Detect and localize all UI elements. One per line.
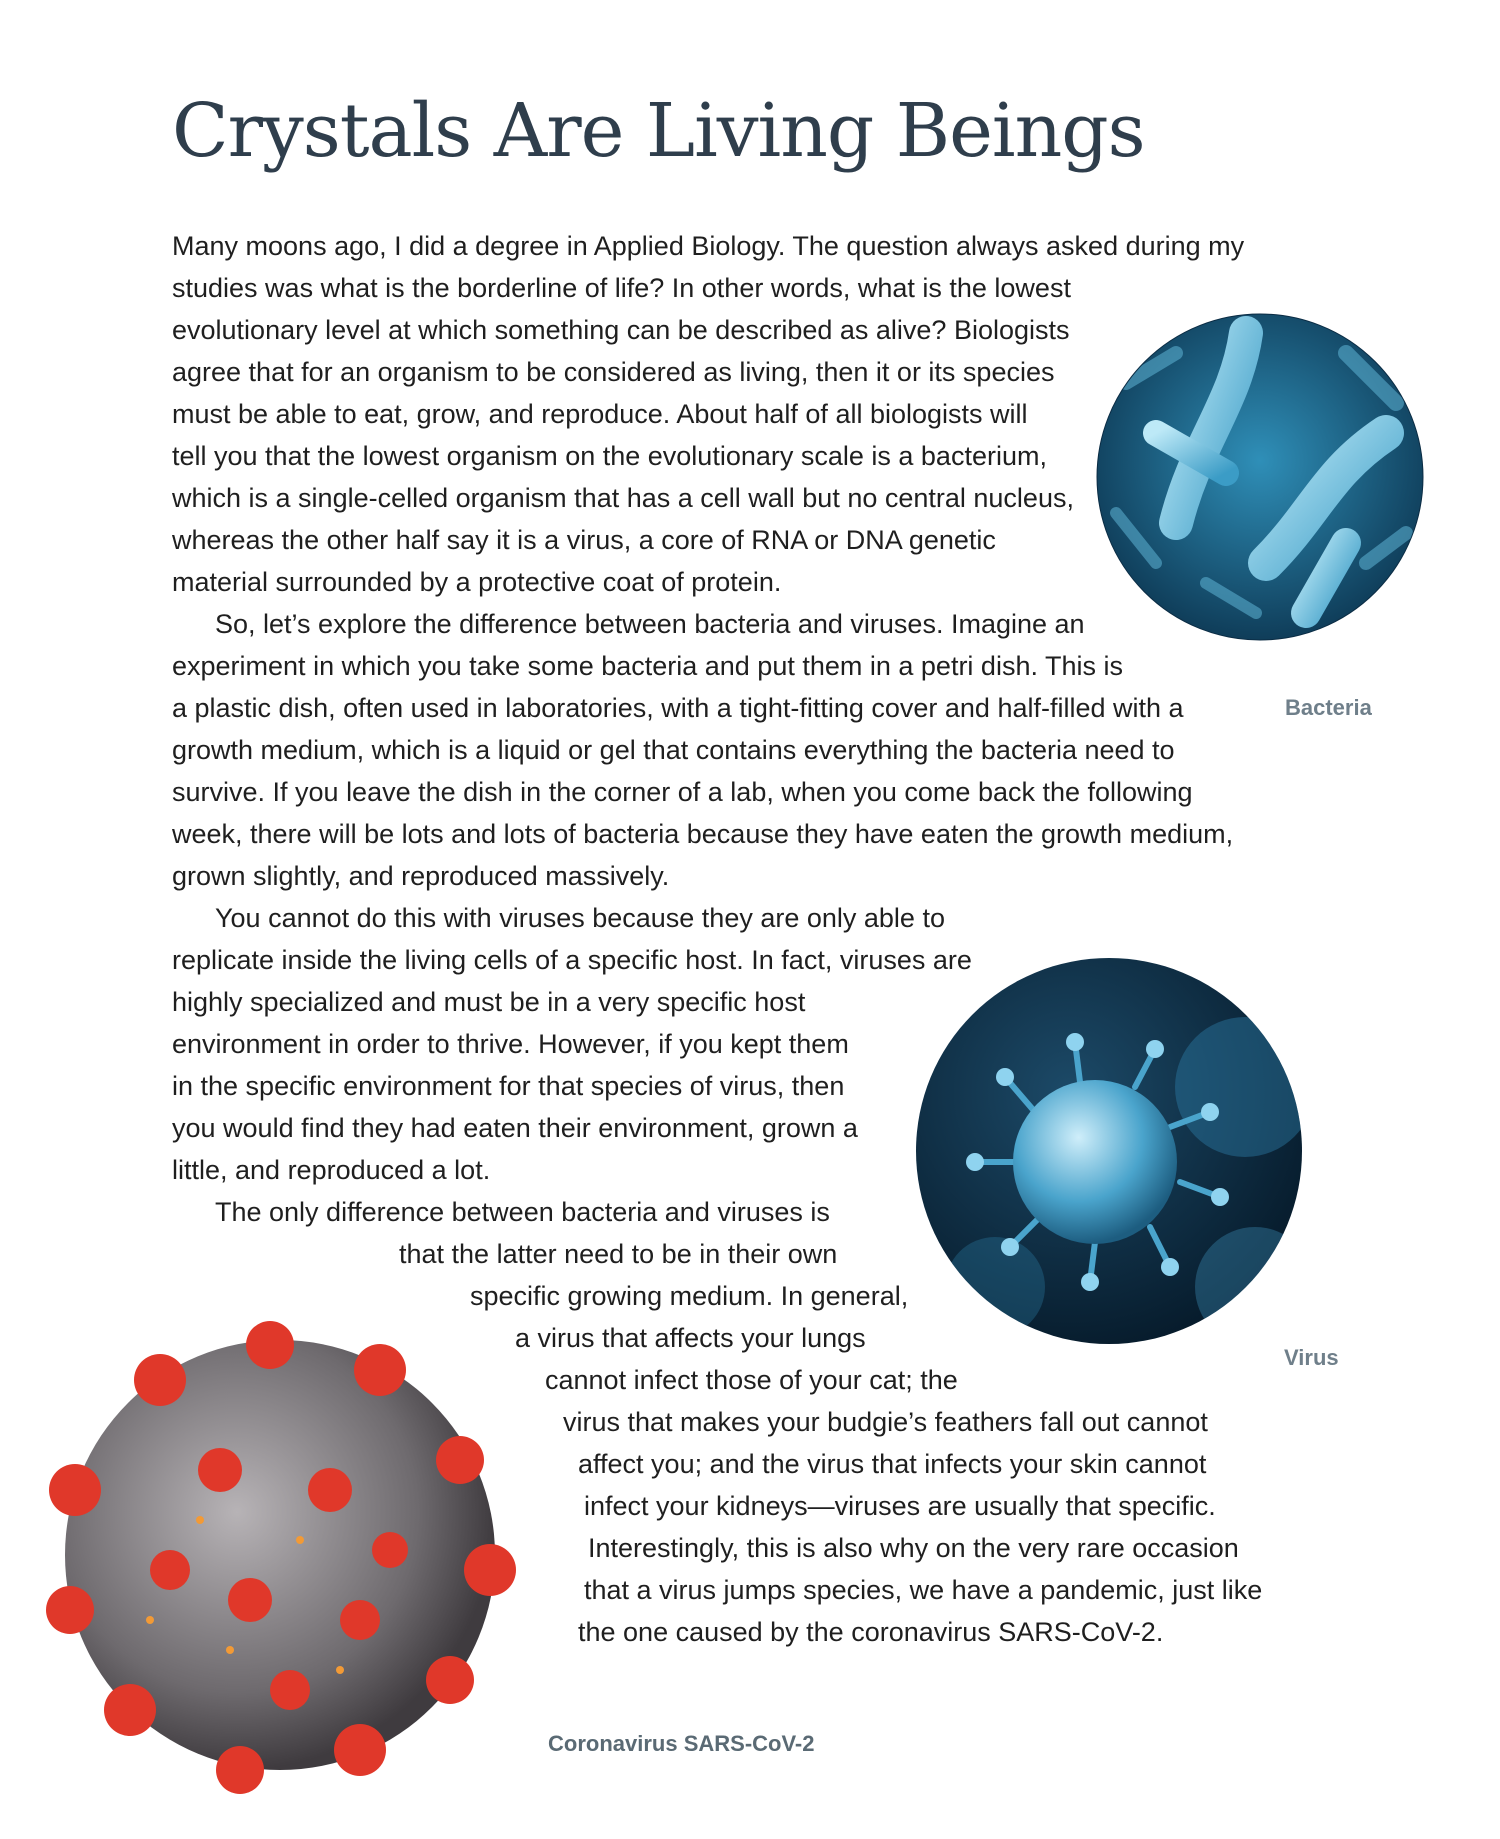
text-line: environment in order to thrive. However, if you kept them xyxy=(172,1029,849,1059)
text-line: studies was what is the borderline of life? In other words, what is the lowest xyxy=(172,273,1071,303)
text-line: you would find they had eaten their environment, grown a xyxy=(172,1113,858,1143)
text-line: affect you; and the virus that infects your skin cannot xyxy=(578,1449,1207,1479)
bacteria-photo xyxy=(1096,313,1424,641)
text-line: that the latter need to be in their own xyxy=(399,1239,838,1269)
text-line: whereas the other half say it is a virus, a core of RNA or DNA genetic xyxy=(172,525,996,555)
text-line: infect your kidneys—viruses are usually that specific. xyxy=(584,1491,1216,1521)
text-line: tell you that the lowest organism on the evolutionary scale is a bacterium, xyxy=(172,441,1047,471)
coronavirus-caption: Coronavirus SARS-CoV-2 xyxy=(548,1731,815,1756)
text-line: in the specific environment for that species of virus, then xyxy=(172,1071,845,1101)
virus-photo xyxy=(915,957,1303,1345)
text-line: The only difference between bacteria and viruses is xyxy=(215,1197,830,1227)
virus-caption: Virus xyxy=(1284,1345,1339,1370)
text-line: Many moons ago, I did a degree in Applied Biology. The question always asked during my xyxy=(172,231,1245,261)
text-line: survive. If you leave the dish in the corner of a lab, when you come back the following xyxy=(172,777,1193,807)
text-line: agree that for an organism to be considered as living, then it or its species xyxy=(172,357,1055,387)
text-line: grown slightly, and reproduced massively. xyxy=(172,861,670,891)
text-line: week, there will be lots and lots of bacteria because they have eaten the growth medium, xyxy=(172,819,1234,849)
text-line: So, let’s explore the difference between bacteria and viruses. Imagine an xyxy=(215,609,1085,639)
text-line: a virus that affects your lungs xyxy=(515,1323,866,1353)
text-line: experiment in which you take some bacteria and put them in a petri dish. This is xyxy=(172,651,1123,681)
text-line: must be able to eat, grow, and reproduce. About half of all biologists will xyxy=(172,399,1028,429)
text-line: material surrounded by a protective coat of protein. xyxy=(172,567,782,597)
text-line: a plastic dish, often used in laboratories, with a tight-fitting cover and half-filled with a xyxy=(172,693,1184,723)
article-title: Crystals Are Living Beings xyxy=(172,88,1145,174)
text-line: growth medium, which is a liquid or gel that contains everything the bacteria need to xyxy=(172,735,1175,765)
text-line: the one caused by the coronavirus SARS-CoV-2. xyxy=(578,1617,1164,1647)
text-line: virus that makes your budgie’s feathers fall out cannot xyxy=(563,1407,1208,1437)
text-line: You cannot do this with viruses because they are only able to xyxy=(215,903,945,933)
text-line: specific growing medium. In general, xyxy=(470,1281,909,1311)
text-line: Interestingly, this is also why on the very rare occasion xyxy=(588,1533,1239,1563)
text-line: which is a single-celled organism that has a cell wall but no central nucleus, xyxy=(172,483,1074,513)
text-line: evolutionary level at which something can be described as alive? Biologists xyxy=(172,315,1070,345)
text-line: replicate inside the living cells of a specific host. In fact, viruses are xyxy=(172,945,972,975)
text-line: highly specialized and must be in a very specific host xyxy=(172,987,806,1017)
text-line: that a virus jumps species, we have a pandemic, just like xyxy=(584,1575,1263,1605)
text-line: cannot infect those of your cat; the xyxy=(545,1365,958,1395)
bacteria-caption: Bacteria xyxy=(1285,695,1372,720)
text-line: little, and reproduced a lot. xyxy=(172,1155,491,1185)
coronavirus-illustration xyxy=(30,1290,540,1810)
